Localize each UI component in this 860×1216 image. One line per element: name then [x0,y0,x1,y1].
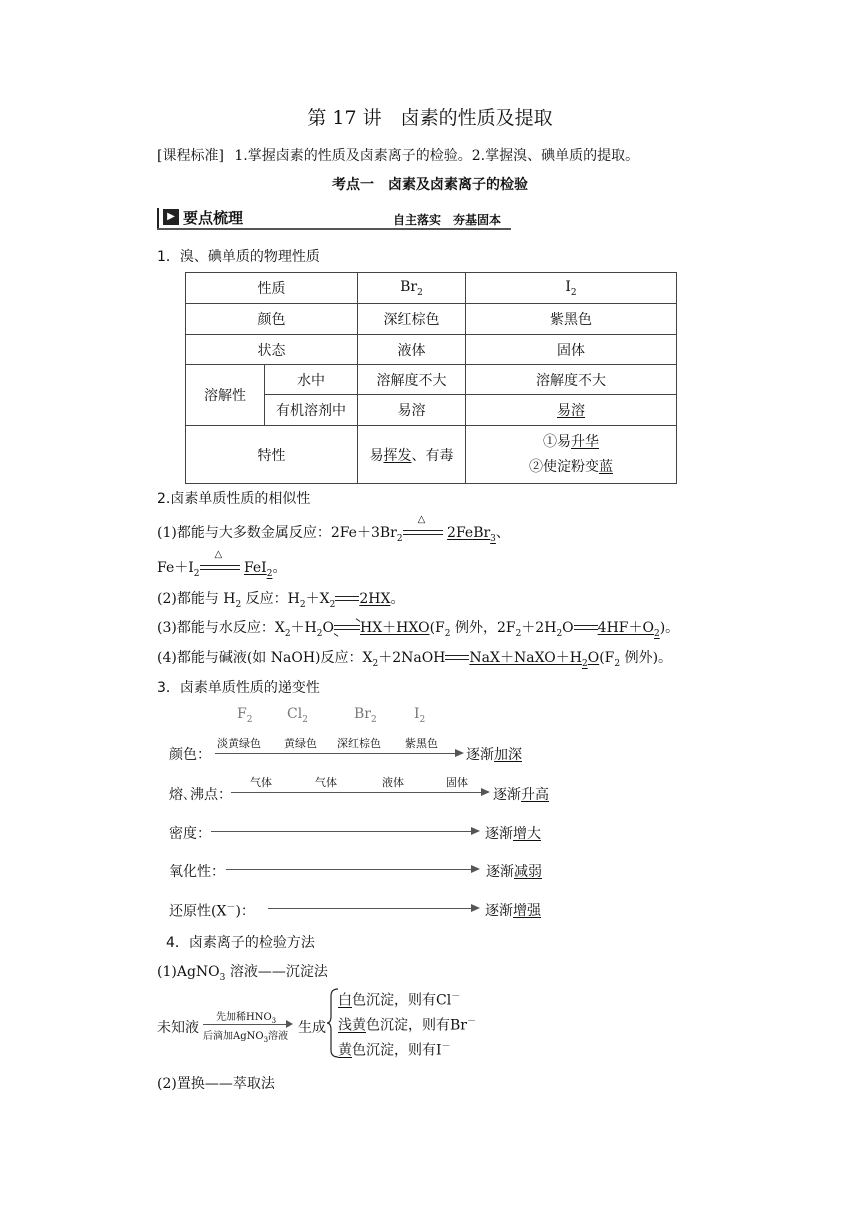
s4-heading: 4．卤素离子的检验方法 [166,935,315,951]
table-header-property: 性质 [186,273,358,304]
s4-sub2: (2)置换——萃取法 [157,1076,275,1092]
arrowhead-icon [481,788,490,796]
s2-line4: (3)都能与水反应：$X_2+H_2O$ $HX+HXO(F_2$ 例外，$2F_2+2H_2O$ $4HF+O_2$)。 [157,620,680,639]
trend-reducing-result: 逐渐增强 [485,903,541,919]
banner-label: 要点梳理 [183,209,244,227]
trend-arrow [268,908,473,909]
solubility-organic-label: 有机溶剂中 [265,395,358,426]
element-f2: $F_2$ [237,706,253,725]
trend-color-item: 紫黑色 [405,737,438,750]
result-lightyellow-precipitate: 浅黄色沉淀，则有Br－ [338,1017,476,1034]
i2-color: 紫黑色 [466,304,677,335]
row-solubility-label: 溶解性 [186,365,265,426]
br2-state: 液体 [358,335,466,365]
trend-color-label: 颜色： [169,747,211,763]
trend-color-result: 逐渐加深 [466,747,522,763]
trend-mp-item: 固体 [446,776,468,789]
row-color-label: 颜色 [186,304,358,335]
halogen-properties-table [185,272,677,484]
trend-density-result: 逐渐增大 [485,826,541,842]
br2-organic-solubility: 易溶 [358,395,466,426]
row-special-label: 特性 [186,426,358,484]
element-cl2: $Cl_2$ [287,706,308,725]
s2-line3: (2)都能与 $H_2$ 反应：$H_2+X_2$ 2HX。 [157,591,405,610]
s2-heading: 2.卤素单质性质的相似性 [157,491,311,507]
equals-sign [574,621,598,635]
trend-mp-result: 逐渐升高 [493,787,549,803]
table-header-br2: $Br_2$ [358,273,466,304]
trend-mp-item: 液体 [382,776,404,789]
i2-special [466,426,677,484]
arrowhead-icon [471,904,480,912]
course-standard-text: 1.掌握卤素的性质及卤素离子的检验。2.掌握溴、碘单质的提取。 [234,148,640,164]
i2-state: 固体 [466,335,677,365]
trend-oxidizing-result: 逐渐减弱 [486,864,542,880]
reversible-arrow [334,621,360,635]
result-yellow-precipitate: 黄色沉淀，则有I－ [338,1042,451,1059]
reagent-step-2: 后滴加AgNO$_3$溶液 [203,1031,289,1044]
trend-mp-item: 气体 [315,776,337,789]
heat-equals-sign: △ [403,526,443,540]
br2-special: 易挥发、有毒 [358,426,466,484]
course-standard [157,145,639,165]
trend-mp-item: 气体 [250,776,272,789]
reagent-step-1: 先加稀$HNO_3$ [216,1012,277,1025]
s2-line2: $Fe+I_2$ △ FeI$_2$。 [157,549,287,579]
trend-arrow [211,831,473,832]
trend-density-label: 密度： [169,826,211,842]
trend-arrow [226,869,473,870]
arrowhead-icon [471,865,480,873]
trend-color-item: 淡黄绿色 [217,737,261,750]
s2-line1: (1)都能与大多数金属反应：$2Fe+3Br_2$ △ 2FeBr$_3$、 [157,514,510,544]
s1-heading: 1．溴、碘单质的物理性质 [157,249,320,265]
equals-sign [445,651,469,665]
solubility-water-label: 水中 [265,365,358,395]
trend-color-item: 深红棕色 [337,737,381,750]
i2-special-1: ①易升华 [543,433,599,450]
banner-underline [157,228,511,230]
br2-water-solubility: 溶解度不大 [358,365,466,395]
s2-line5: (4)都能与碱液(如 NaOH)反应：$X_2+2NaOH$ $NaX+NaXO+H_2O(F_2$ 例外)。 [157,650,673,669]
trend-oxidizing-label: 氧化性： [169,864,225,880]
play-icon: ▶ [163,209,179,225]
reagent-arrow [203,1024,289,1025]
trend-color-item: 黄绿色 [284,737,317,750]
arrowhead-icon [455,749,464,757]
row-state-label: 状态 [186,335,358,365]
i2-water-solubility: 溶解度不大 [466,365,677,395]
equals-sign [335,592,359,606]
forms-label: 生成 [298,1020,326,1036]
s3-heading: 3．卤素单质性质的递变性 [157,680,320,696]
element-i2: $I_2$ [414,706,426,725]
section-banner [157,205,511,229]
banner-right-text: 自主落实 夯基固本 [393,213,502,227]
table-header-i2: $I_2$ [466,273,677,304]
heat-equals-sign: △ [200,561,240,575]
trend-arrow [215,753,457,754]
br2-color: 深红棕色 [358,304,466,335]
s4-sub1: (1)AgNO$_3$ 溶液——沉淀法 [157,964,328,983]
arrowhead-icon [471,827,480,835]
section-kaodian-title: 考点一 卤素及卤素离子的检验 [332,177,528,193]
trend-arrow [231,792,483,793]
trend-mp-label: 熔､沸点： [169,787,232,803]
i2-organic-solubility: 易溶 [466,395,677,426]
result-white-precipitate: 白色沉淀，则有Cl－ [338,992,461,1009]
unknown-liquid-label: 未知液 [157,1020,199,1036]
element-br2: $Br_2$ [354,706,377,725]
page-title: 第 17 讲 卤素的性质及提取 [307,107,553,129]
i2-special-2: ②使淀粉变蓝 [529,458,613,475]
trend-reducing-label: 还原性(X－)： [169,903,255,920]
course-standard-label: [课程标准] [157,148,224,164]
